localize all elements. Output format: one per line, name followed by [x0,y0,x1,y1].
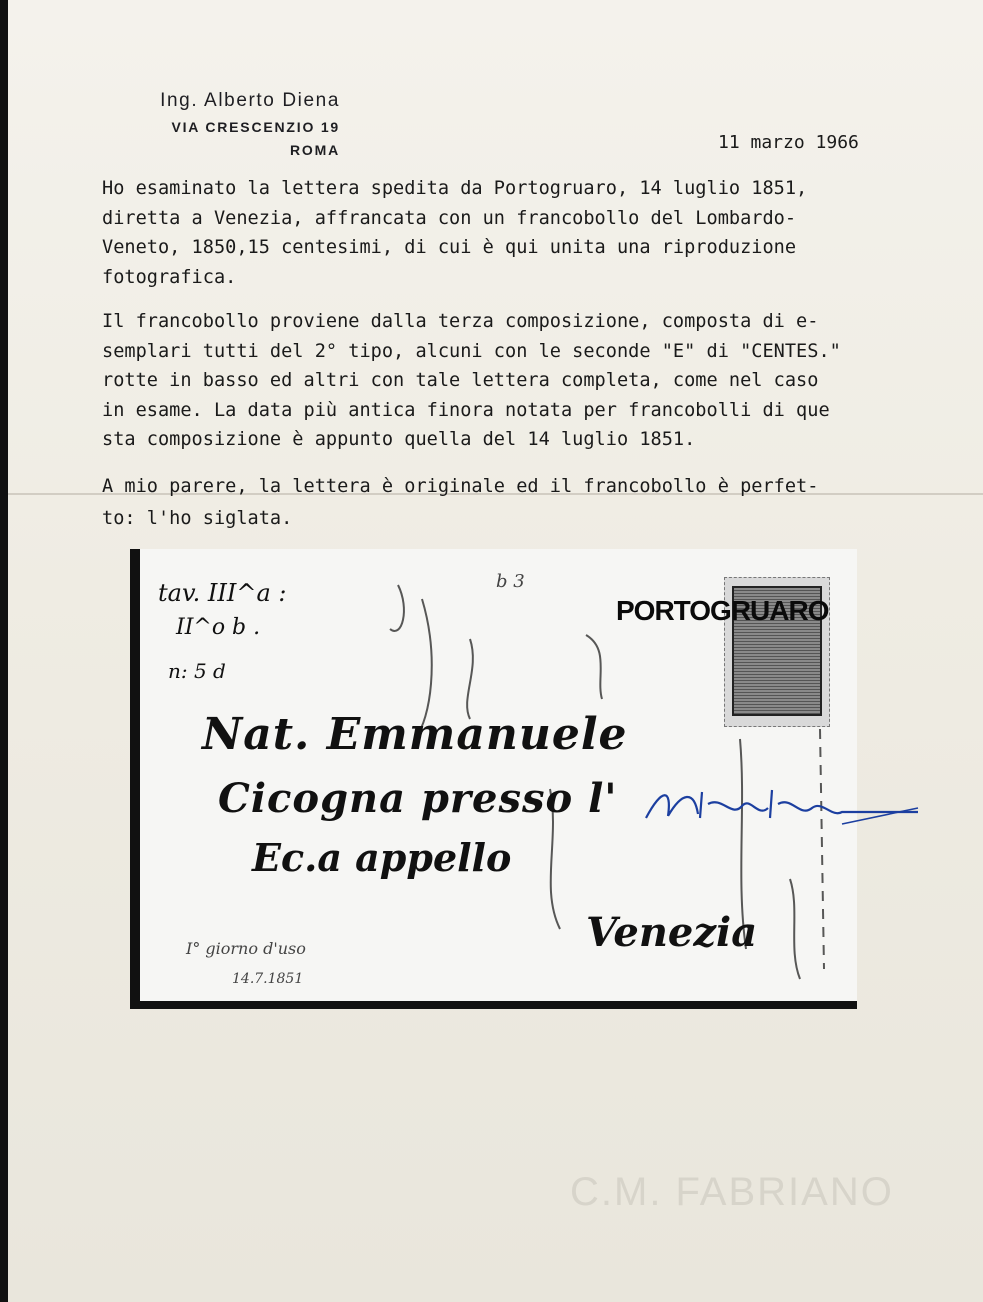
letter-date: 11 marzo 1966 [718,132,859,153]
plate-note: tav. III^a : [158,579,287,607]
certificate-sheet [8,0,983,1302]
first-day-date: 14.7.1851 [232,971,304,987]
address-line-4: Venezia [586,909,758,956]
type-note: II^o b . [176,615,261,640]
paragraph-1: Ho esaminato la lettera spedita da Portogruaro, 14 luglio 1851, diretta a Venezia, affrancata con un francobollo del Lombardo- Veneto, 1850,15 centesimi, di cui è qui unita una riproduzione fotografica. [102,178,808,288]
address-line-3: Ec.a appello [252,835,512,880]
letterhead-name: Ing. Alberto Diena [160,90,340,111]
letterhead-street: VIA CRESCENZIO 19 [171,119,340,135]
paragraph-3: A mio parere, la lettera è originale ed il francobollo è perfet- [102,476,819,497]
corner-note: b 3 [496,571,525,592]
signature-image [642,778,922,838]
postmark-cancel: PORTOGRUARO [616,595,829,626]
first-day-note: I° giorno d'uso [186,939,306,958]
letterhead-city: ROMA [290,142,340,158]
paragraph-4: to: l'ho siglata. [102,508,293,529]
address-line-1: Nat. Emmanuele [202,709,628,760]
letterhead [108,86,340,162]
paper-watermark: C.M. FABRIANO [570,1170,894,1214]
address-line-2: Cicogna presso l' [218,775,618,822]
number-note: n: 5 d [168,659,226,683]
paragraph-2: Il francobollo proviene dalla terza composizione, composta di e- semplari tutti del 2° tipo, alcuni con le seconde "E" di "CENTES." rotte in basso ed altri con tale lettera completa, come nel caso in esame. La data più antica finora notata per francobolli di que sta composizione è appunto quella del 14 luglio 1851. [102,311,841,450]
